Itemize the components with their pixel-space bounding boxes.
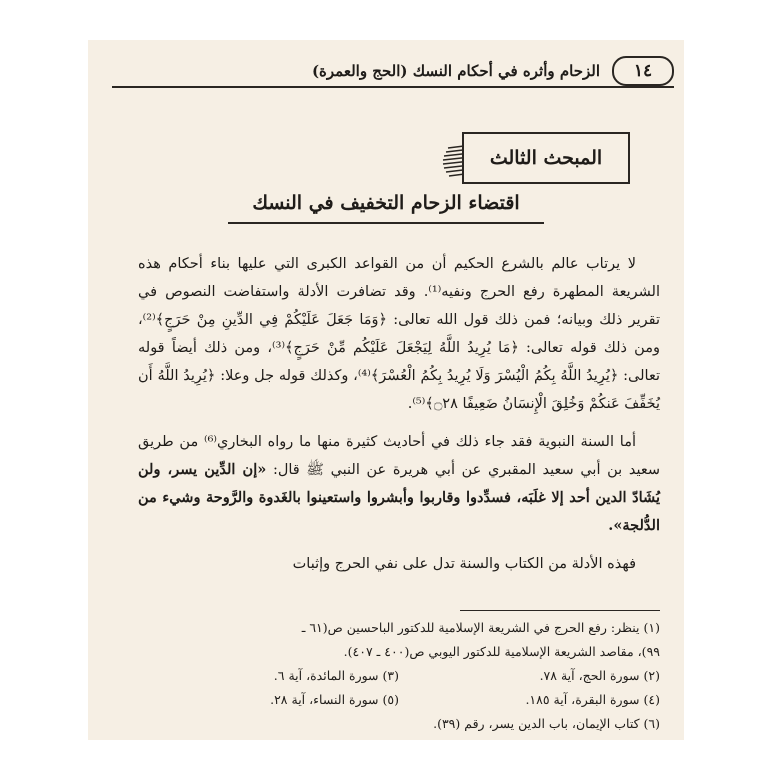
paragraph-2-text: أما السنة النبوية فقد جاء ذلك في أحاديث كثيرة منها ما رواه البخاري⁽⁶⁾ من طريق سعيد بن أبي سعيد المقبري عن أبي هريرة عن النبي ﷺ قال: bbox=[138, 434, 661, 478]
page-header bbox=[112, 56, 674, 86]
book-page bbox=[88, 40, 684, 740]
section-heading-box bbox=[462, 132, 630, 184]
footnote-3: (٣) سورة المائدة، آية ٦. bbox=[273, 668, 399, 683]
footnote-1: (١) ينظر: رفع الحرج في الشريعة الإسلامية للدكتور الباحسين ص(٦١ ـ bbox=[301, 620, 660, 635]
footnote-4: (٤) سورة البقرة، آية ١٨٥. bbox=[525, 692, 660, 707]
paragraph-3: فهذه الأدلة من الكتاب والسنة تدل على نفي الحرج وإثبات bbox=[292, 556, 636, 572]
section-label: المبحث الثالث bbox=[462, 132, 630, 184]
paragraph-2 bbox=[138, 428, 660, 540]
body-text bbox=[138, 250, 660, 588]
footnote-2: (٢) سورة الحج، آية ٧٨. bbox=[539, 668, 660, 683]
footnote-6: (٦) كتاب الإيمان، باب الدين يسر، رقم (٣٩). bbox=[433, 716, 660, 731]
footnotes bbox=[138, 616, 660, 736]
page-number: ١٤ bbox=[612, 56, 674, 86]
footnote-rule bbox=[460, 610, 660, 611]
running-title: الزحام وأثره في أحكام النسك (الحج والعمرة) bbox=[311, 62, 600, 80]
paragraph-1: لا يرتاب عالم بالشرع الحكيم أن من القواعد الكبرى التي عليها بناء أحكام هذه الشريعة المطهرة رفع الحرج ونفيه⁽¹⁾. وقد تضافرت الأدلة واستفاضت النصوص في تقرير ذلك وبيانه؛ فمن ذلك قول الله تعالى: ﴿وَمَا جَعَلَ عَلَيْكُمْ فِي الدِّينِ مِنْ حَرَجٍ﴾⁽²⁾، ومن ذلك قوله تعالى: ﴿مَا يُرِيدُ اللَّهُ لِيَجْعَلَ عَلَيْكُم مِّنْ حَرَجٍ﴾⁽³⁾، ومن ذلك أيضاً قوله تعالى: ﴿يُرِيدُ اللَّهُ بِكُمُ الْيُسْرَ وَلَا يُرِيدُ بِكُمُ الْعُسْرَ﴾⁽⁴⁾، وكذلك قوله جل وعلا: ﴿يُرِيدُ اللَّهُ أَن يُخَفِّفَ عَنكُمْ وَخُلِقَ الْإِنسَانُ ضَعِيفًا ۝٢٨﴾⁽⁵⁾. bbox=[138, 256, 660, 412]
header-rule bbox=[112, 86, 674, 88]
footnote-5: (٥) سورة النساء، آية ٢٨. bbox=[270, 692, 399, 707]
hadith-text: «إن الدِّين يسر، ولن يُشَادّ الدين أحد إلا غلَبَه، فسدِّدوا وقاربوا وأبشروا واستعينوا بالغَدوة والرَّوحة وشيء من الدُّلجة». bbox=[138, 461, 660, 534]
footnote-1-cont: ٩٩)، مقاصد الشريعة الإسلامية للدكتور اليوبي ص(٤٠٠ ـ ٤٠٧). bbox=[343, 644, 660, 659]
section-title: اقتضاء الزحام التخفيف في النسك bbox=[228, 188, 543, 224]
